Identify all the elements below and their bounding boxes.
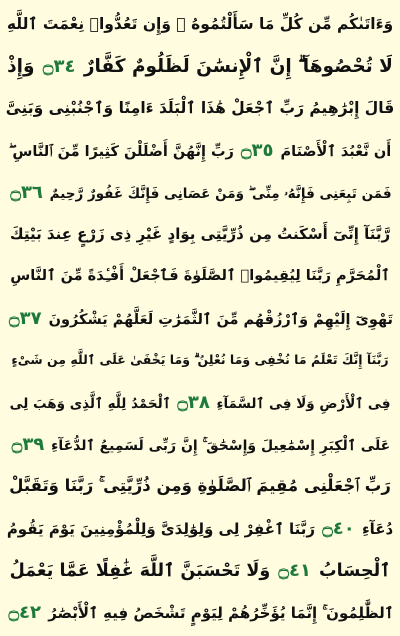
text-line-content [7, 56, 393, 77]
text-line-content [8, 182, 391, 203]
verse-text: أَن نَّعْبُدَ ٱلْأَصْنَامَ [275, 143, 392, 160]
text-line [6, 508, 394, 548]
ayah-number-marker: ۝٣٧ [9, 307, 42, 329]
text-line [6, 214, 394, 254]
text-line [6, 382, 394, 422]
verse-text: ٱلْحَمْدُ لِلَّهِ ٱلَّذِى وَهَبَ لِى [9, 395, 176, 412]
ayah-number-marker: ۝٤٢ [8, 601, 41, 623]
ayah-number-marker: ۝٣٨ [177, 391, 210, 413]
verse-text: فَمَن تَبِعَنِى فَإِنَّهُۥ مِنِّى ۖ وَمَنْ عَصَانِى فَإِنَّكَ غَفُورٌ رَّحِيمٌ [44, 185, 392, 202]
ayah-number-marker: ۝٤٠ [322, 517, 355, 539]
text-line-content [10, 434, 390, 455]
verse-text: رَبِّ إِنَّهُنَّ أَضْلَلْنَ كَثِيرًا مِّنَ ٱلنَّاسِ ۖ [8, 143, 239, 160]
text-line [6, 172, 394, 212]
text-line-content [7, 308, 393, 329]
text-line [6, 424, 394, 464]
text-line [6, 298, 394, 338]
verse-text: ٱلْحِسَابُ [312, 560, 391, 581]
ayah-number-marker: ۝٤١ [278, 559, 311, 581]
verse-text: رَبَّنَآ إِنَّكَ تَعْلَمُ مَا نُخْفِى وَمَا نُعْلِنُ ۗ وَمَا يَخْفَىٰ عَلَى ٱللَّهِ مِن شَىْءٍ [11, 352, 389, 367]
verse-text: وَلَا تَحْسَبَنَّ ٱللَّهَ غَٰفِلًا عَمَّا يَعْمَلُ [9, 560, 277, 581]
text-line [6, 88, 394, 128]
verse-text: ٱلْمُحَرَّمِ رَبَّنَا لِيُقِيمُوا۟ ٱلصَّلَوٰةَ فَٱجْعَلْ أَفْـِٔدَةً مِّنَ ٱلنَّاسِ [10, 268, 390, 284]
verse-text: رَّبَّنَآ إِنِّىٓ أَسْكَنتُ مِن ذُرِّيَّتِى بِوَادٍ غَيْرِ ذِى زَرْعٍ عِندَ بَيْتِكَ [9, 225, 391, 243]
verse-text: رَبَّنَا ٱغْفِرْ لِى وَلِوَٰلِدَىَّ وَلِلْمُؤْمِنِينَ يَوْمَ يَقُومُ [6, 519, 321, 538]
text-line-content [6, 99, 394, 117]
text-line-content [10, 268, 390, 284]
text-line [6, 130, 394, 170]
ayah-number-marker: ۝٣٦ [10, 181, 43, 203]
quran-text-block [6, 4, 394, 632]
verse-text: فِى ٱلْأَرْضِ وَلَا فِى ٱلسَّمَآءِ [211, 395, 391, 412]
verse-text: رَبِّ ٱجْعَلْنِى مُقِيمَ ٱلصَّلَوٰةِ وَمِن ذُرِّيَّتِى ۚ رَبَّنَا وَتَقَبَّلْ [9, 476, 391, 495]
text-line [6, 592, 394, 632]
text-line [6, 46, 394, 86]
verse-text: وَءَاتَىٰكُم مِّن كُلِّ مَا سَأَلْتُمُوهُ ۚ وَإِن تَعُدُّوا۟ نِعْمَتَ ٱللَّهِ [6, 15, 394, 33]
verse-text: دُعَآءِ [356, 519, 394, 538]
ayah-number-marker: ۝٣٥ [240, 139, 274, 161]
text-line [6, 340, 394, 380]
ayah-number-marker: ۝٣٩ [11, 433, 45, 455]
text-line-content [9, 476, 391, 496]
verse-text: لَا تُحْصُوهَآ ۗ إِنَّ ٱلْإِنسَٰنَ لَظَلُومٌ كَفَّارٌ [77, 55, 393, 77]
verse-text: عَلَى ٱلْكِبَرِ إِسْمَٰعِيلَ وَإِسْحَٰقَ ۚ إِنَّ رَبِّى لَسَمِيعُ ٱلدُّعَآءِ [46, 437, 391, 454]
verse-text: تَهْوِىٓ إِلَيْهِمْ وَٱرْزُقْهُم مِّنَ ٱلثَّمَرَٰتِ لَعَلَّهُمْ يَشْكُرُونَ [43, 311, 393, 328]
text-line [6, 466, 394, 506]
verse-text: وَإِذْ [7, 55, 41, 77]
text-line-content [9, 140, 391, 161]
text-line-content [7, 15, 393, 33]
text-line-content [10, 392, 391, 413]
text-line-content [7, 518, 393, 539]
text-line [6, 4, 394, 44]
text-line-content [6, 602, 393, 623]
text-line-content [11, 352, 388, 368]
text-line-content [10, 560, 391, 581]
verse-text: ٱلظَّٰلِمُونَ ۚ إِنَّمَا يُؤَخِّرُهُمْ لِيَوْمٍ تَشْخَصُ فِيهِ ٱلْأَبْصَٰرُ [42, 603, 394, 622]
ayah-number-marker: ۝٣٤ [42, 55, 76, 77]
verse-text: قَالَ إِبْرَٰهِيمُ رَبِّ ٱجْعَلْ هَٰذَا ٱلْبَلَدَ ءَامِنًا وَٱجْنُبْنِى وَبَنِىَّ [5, 99, 395, 117]
text-line [6, 256, 394, 296]
text-line-content [10, 225, 390, 243]
text-line [6, 550, 394, 590]
